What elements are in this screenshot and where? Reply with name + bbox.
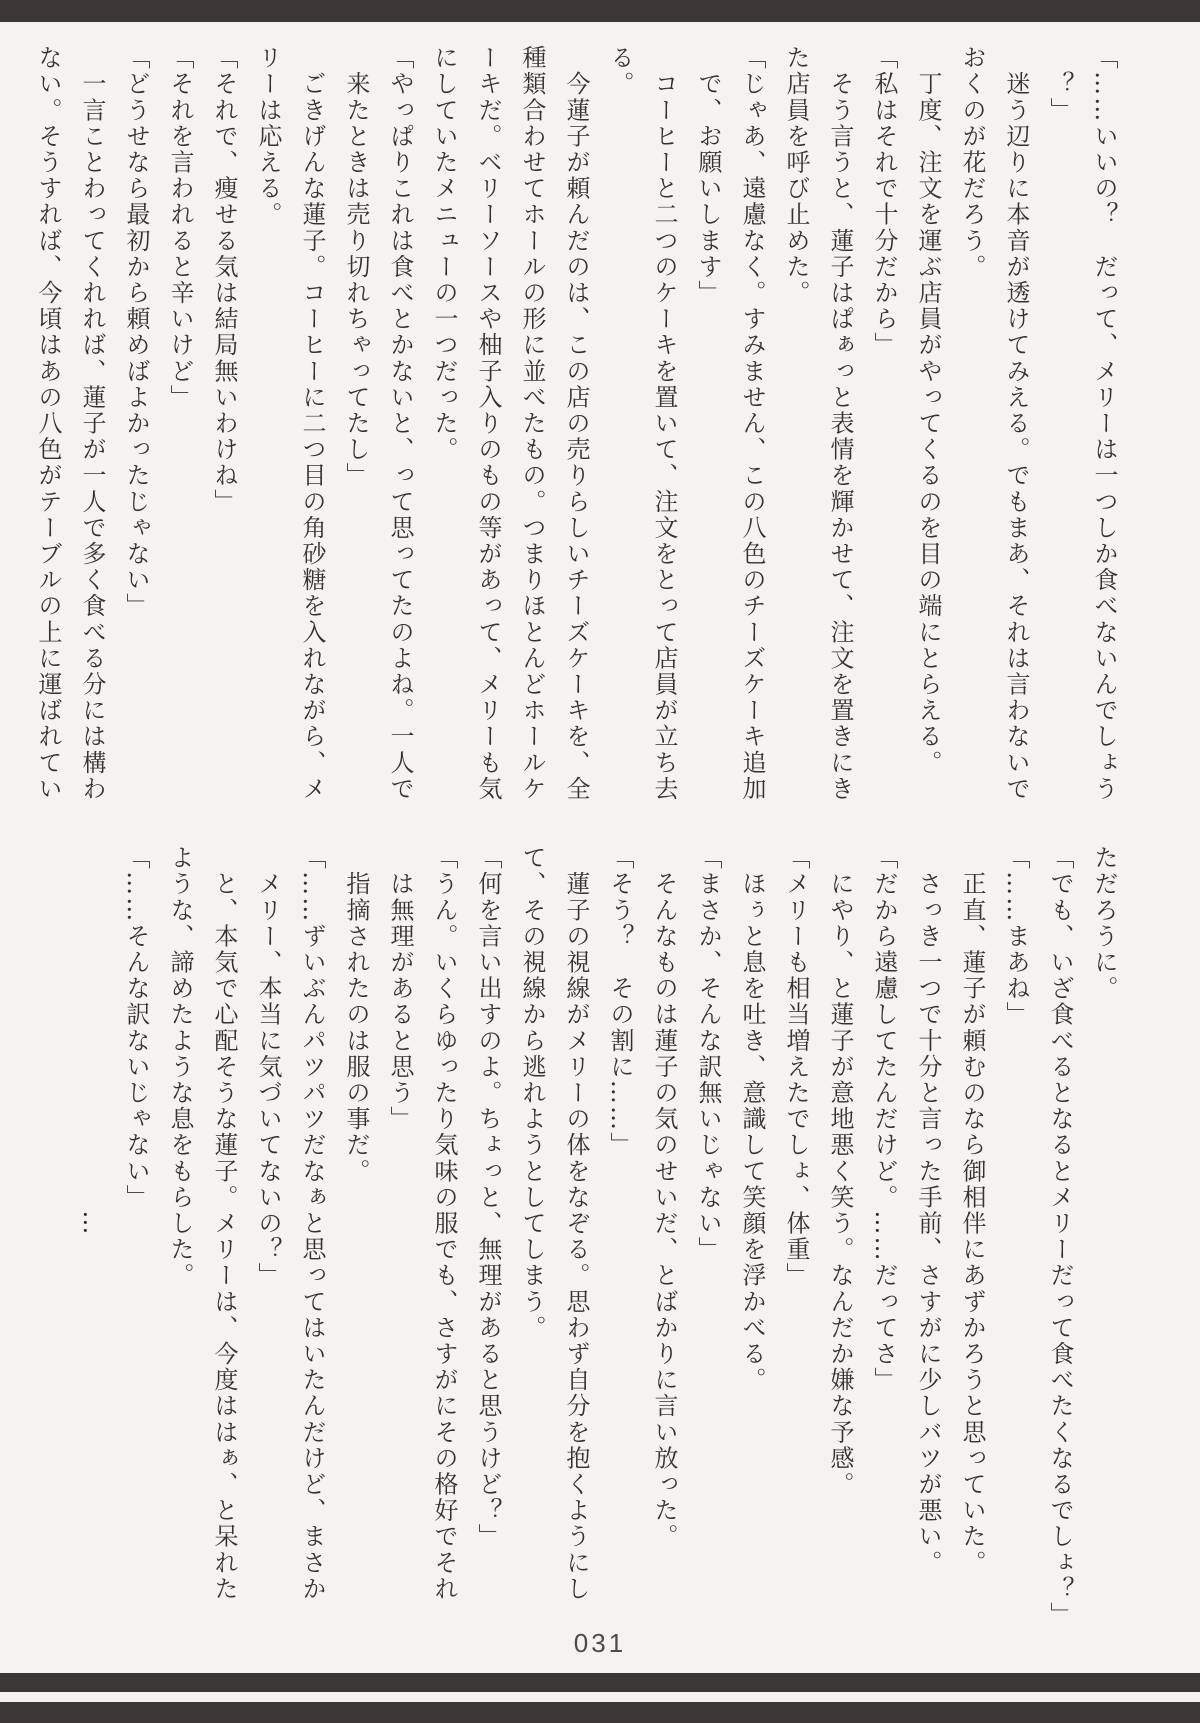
text-column: ーキだ。ベリーソースや柚子入りのもの等があって、メリーも気 <box>474 45 502 802</box>
text-column: さっき一つで十分と言った手前、さすがに少しバツが悪い。 <box>914 845 942 1576</box>
text-column: ない。そうすれば、今頃はあの八色がテーブルの上に運ばれてい <box>34 45 62 802</box>
text-column: 「まさか、そんな訳無いじゃない」 <box>694 845 722 1263</box>
text-column: 「……まあね」 <box>1002 845 1030 1028</box>
text-column: は無理があると思う」 <box>386 845 414 1133</box>
text-column: 「何を言い出すのよ。ちょっと、無理があると思うけど？」 <box>474 845 502 1550</box>
text-column: と、本気で心配そうな蓮子。メリーは、今度ははぁ、と呆れた <box>210 845 238 1602</box>
text-column: 正直、蓮子が頼むのなら御相伴にあずかろうと思っていた。 <box>958 845 986 1576</box>
text-column: そう言うと、蓮子はぱぁっと表情を輝かせて、注文を置きにき <box>826 45 854 802</box>
text-column: 来たときは売り切れちゃってたし」 <box>342 45 370 489</box>
page-number: 031 <box>573 1628 627 1658</box>
text-column: 「そう？ その割に……」 <box>606 845 634 1159</box>
text-column: 「私はそれで十分だから」 <box>870 45 898 359</box>
text-column: て、その視線から逃れようとしてしまう。 <box>518 845 546 1341</box>
text-column: 「だから遠慮してたんだけど。……だってさ」 <box>870 845 898 1394</box>
text-column: 「……そんな訳ないじゃない」 <box>122 845 150 1211</box>
text-column: 「どうせなら最初から頼めばよかったじゃない」 <box>122 45 150 620</box>
text-column: 迷う辺りに本音が透けてみえる。でもまあ、それは言わないで <box>1002 45 1030 802</box>
text-column: ？」 <box>1046 45 1074 124</box>
scan-bottom-black-bar-outer <box>0 1673 1200 1692</box>
text-column: 「やっぱりこれは食べとかないと、って思ってたのよね。一人で <box>386 45 414 802</box>
text-column: 一言ことわってくれれば、蓮子が一人で多く食べる分には構わ <box>78 45 106 802</box>
text-column: 種類合わせてホールの形に並べたもの。つまりほとんどホールケ <box>518 45 546 802</box>
text-column: そんなものは蓮子の気のせいだ、とばかりに言い放った。 <box>650 845 678 1550</box>
text-column: 「メリーも相当増えたでしょ、体重」 <box>782 845 810 1289</box>
text-column: リーは応える。 <box>254 45 282 228</box>
text-column: 「じゃあ、遠慮なく。すみません、この八色のチーズケーキ追加 <box>738 45 766 802</box>
scan-bottom-black-bar-edge <box>0 1702 1200 1723</box>
text-column: にしていたメニューの一つだった。 <box>430 45 458 463</box>
text-column: メリー、本当に気づいてないの？」 <box>254 845 282 1289</box>
text-column: 蓮子の視線がメリーの体をなぞる。思わず自分を抱くようにし <box>562 845 590 1602</box>
text-column: 「それを言われると辛いけど」 <box>166 45 194 411</box>
scan-top-black-bar <box>0 0 1200 22</box>
text-column: ほぅと息を吐き、意識して笑顔を浮かべる。 <box>738 845 766 1394</box>
text-column: 「……いいの？ だって、メリーは一つしか食べないんでしょう <box>1090 45 1118 802</box>
text-column: おくのが花だろう。 <box>958 45 986 280</box>
text-column: 丁度、注文を運ぶ店員がやってくるのを目の端にとらえる。 <box>914 45 942 776</box>
text-column: 「それで、痩せる気は結局無いわけね」 <box>210 45 238 515</box>
text-column: ごきげんな蓮子。コーヒーに二つ目の角砂糖を入れながら、メ <box>298 45 326 802</box>
upper-text-block <box>16 45 1116 807</box>
text-column: ただろうに。 <box>1090 845 1118 1002</box>
text-column: 「……ずいぶんパツパツだなぁと思ってはいたんだけど、まさか <box>298 845 326 1602</box>
text-column: る。 <box>606 45 634 98</box>
text-column: コーヒーと二つのケーキを置いて、注文をとって店員が立ち去 <box>650 45 678 802</box>
text-column: … <box>78 845 106 1237</box>
text-column: にやり、と蓮子が意地悪く笑う。なんだか嫌な予感。 <box>826 845 854 1498</box>
text-column: た店員を呼び止めた。 <box>782 45 810 306</box>
text-column: 「うん。いくらゆったり気味の服でも、さすがにその格好でそれ <box>430 845 458 1602</box>
text-column: 「でも、いざ食べるとなるとメリーだって食べたくなるでしょ？」 <box>1046 845 1074 1628</box>
text-column: で、お願いします」 <box>694 45 722 306</box>
lower-text-block <box>60 845 1118 1628</box>
text-column: ような、諦めたような息をもらした。 <box>166 845 194 1289</box>
text-column: 指摘されたのは服の事だ。 <box>342 845 370 1185</box>
text-column: 今蓮子が頼んだのは、この店の売りらしいチーズケーキを、全 <box>562 45 590 802</box>
